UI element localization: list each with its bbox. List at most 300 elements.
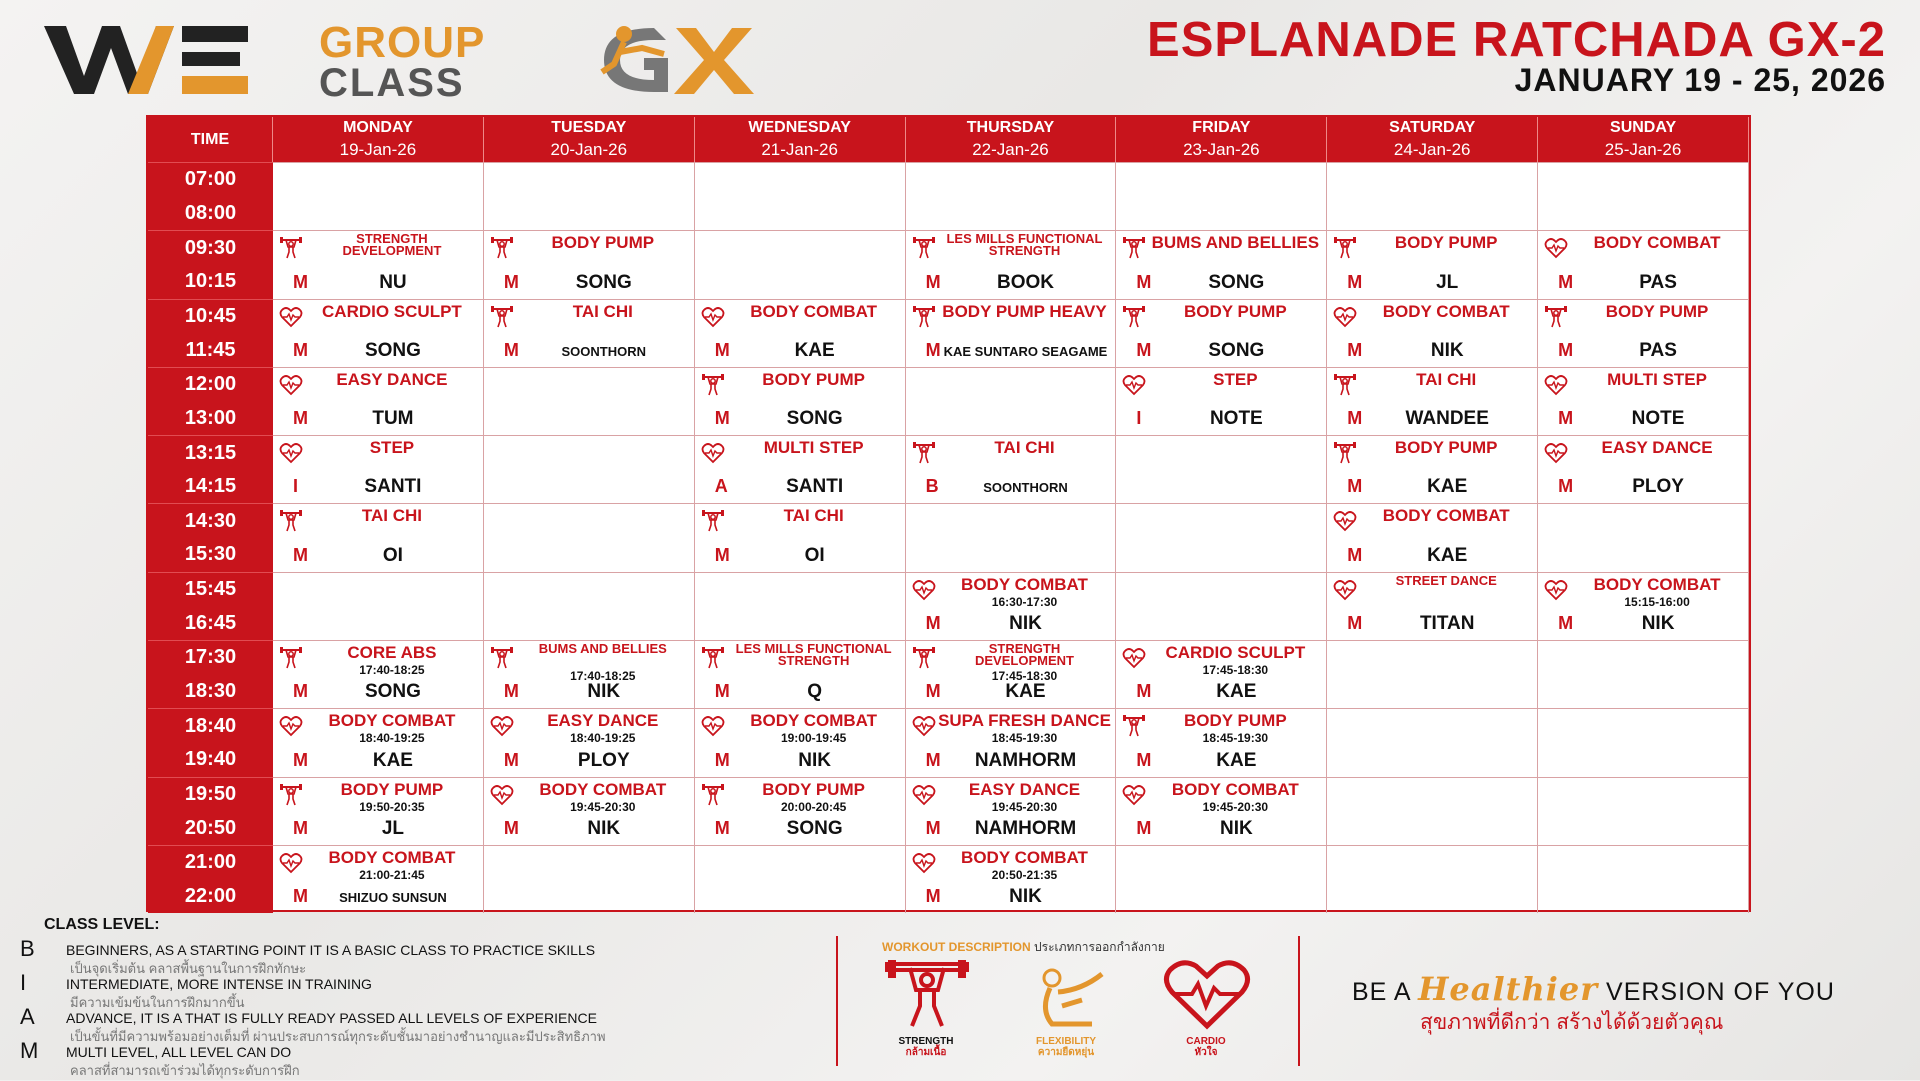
day-date: 24-Jan-26 xyxy=(1393,140,1471,159)
class-level: M xyxy=(1558,613,1574,634)
time-start: 10:45 xyxy=(184,304,237,327)
class-instructor: KAE xyxy=(1427,476,1468,498)
class-instructor: SONG xyxy=(786,408,843,430)
class-name: BODY PUMP xyxy=(1394,233,1498,253)
class-time: 18:40-19:25 xyxy=(570,731,636,746)
schedule-cell xyxy=(1327,230,1538,298)
cardio-icon xyxy=(701,306,725,328)
class-name: BUMS AND BELLIES xyxy=(1151,233,1320,253)
class-name: LES MILLS FUNCTIONAL STRENGTH xyxy=(735,641,892,669)
class-name: STRENGTH DEVELOPMENT xyxy=(975,641,1074,669)
strength-label xyxy=(866,1036,986,1058)
class-level: M xyxy=(925,613,941,634)
class-level: M xyxy=(503,681,519,702)
time-start: 14:30 xyxy=(184,509,237,532)
time-cell xyxy=(148,708,273,776)
class-entry[interactable] xyxy=(1538,368,1748,435)
class-entry[interactable] xyxy=(906,846,1116,913)
workout-description xyxy=(836,936,1300,1066)
time-header: TIME xyxy=(148,117,273,162)
schedule-cell xyxy=(1116,503,1327,571)
cardio-icon xyxy=(279,715,303,737)
schedule-cell xyxy=(273,230,484,298)
class-entry[interactable] xyxy=(484,641,694,708)
strength-icon xyxy=(912,442,936,464)
class-time: 19:45-20:30 xyxy=(1202,799,1269,814)
schedule-cell xyxy=(695,230,906,298)
level-description-thai: มีความเข้มข้นในการฝึกมากขึ้น xyxy=(70,995,245,1010)
cardio-icon xyxy=(279,374,303,396)
time-cell xyxy=(148,230,273,298)
class-name: BODY COMBAT xyxy=(1382,301,1510,321)
schedule-cell xyxy=(906,230,1117,298)
time-start: 09:30 xyxy=(184,236,237,259)
schedule-cell xyxy=(1327,845,1538,913)
level-code: M xyxy=(20,1038,39,1063)
class-entry[interactable] xyxy=(906,778,1116,845)
class-level: M xyxy=(1558,476,1574,497)
class-level: M xyxy=(1558,339,1574,360)
day-header xyxy=(906,117,1117,162)
class-entry[interactable] xyxy=(484,300,694,367)
class-entry[interactable] xyxy=(695,300,905,367)
class-instructor: NIK xyxy=(1009,613,1042,635)
class-time: 18:45-19:30 xyxy=(1202,731,1269,746)
day-date: 19-Jan-26 xyxy=(339,140,417,159)
time-cell xyxy=(148,640,273,708)
class-entry[interactable] xyxy=(695,709,905,776)
schedule-cell xyxy=(1538,367,1749,435)
schedule-cell xyxy=(906,845,1117,913)
class-level: M xyxy=(293,749,308,770)
class-instructor: KAE xyxy=(1005,681,1046,703)
schedule-cell xyxy=(1327,299,1538,367)
schedule-cell xyxy=(906,777,1117,845)
cardio-icon xyxy=(1122,647,1146,669)
logo-group-text: GROUP xyxy=(319,18,486,67)
class-level: I xyxy=(293,476,299,497)
class-name: BODY PUMP xyxy=(1184,711,1287,731)
class-instructor: TITAN xyxy=(1419,613,1475,635)
time-start: 19:50 xyxy=(184,782,237,805)
class-entry[interactable] xyxy=(695,436,905,503)
class-entry[interactable] xyxy=(906,709,1116,776)
time-end: 13:00 xyxy=(184,406,237,429)
schedule-cell xyxy=(484,777,695,845)
day-name: MONDAY xyxy=(343,119,413,136)
class-entry[interactable] xyxy=(1327,573,1537,640)
time-cell xyxy=(148,845,273,913)
day-date: 20-Jan-26 xyxy=(550,140,628,159)
day-date: 23-Jan-26 xyxy=(1183,140,1260,159)
class-name: BODY PUMP xyxy=(340,779,444,799)
schedule-cell xyxy=(1116,162,1327,230)
class-level: M xyxy=(925,339,941,360)
day-header xyxy=(1538,117,1749,162)
class-instructor: NIK xyxy=(1430,339,1464,361)
cardio-icon xyxy=(912,784,936,806)
class-instructor: KAE xyxy=(1216,749,1257,771)
class-instructor: SONG xyxy=(786,817,843,839)
class-name: TAI CHI xyxy=(572,301,633,321)
strength-icon xyxy=(279,784,303,806)
tagline-thai: สุขภาพที่ดีกว่า สร้างได้ด้วยตัวคุณ xyxy=(1420,1011,1724,1034)
day-header xyxy=(273,117,484,162)
class-level: M xyxy=(714,339,730,360)
schedule-cell xyxy=(1116,845,1327,913)
class-entry[interactable] xyxy=(273,436,483,503)
time-start: 21:00 xyxy=(184,851,237,874)
page-title: ESPLANADE RATCHADA GX-2 xyxy=(1147,13,1886,67)
class-entry[interactable] xyxy=(273,846,483,913)
class-entry[interactable] xyxy=(273,504,483,571)
cardio-icon xyxy=(1333,579,1357,601)
class-entry[interactable] xyxy=(1327,231,1537,298)
schedule-cell xyxy=(1327,435,1538,503)
schedule-cell xyxy=(1116,572,1327,640)
class-entry[interactable] xyxy=(273,778,483,845)
schedule-cell xyxy=(695,777,906,845)
class-level: M xyxy=(925,886,941,907)
class-name: BODY PUMP xyxy=(1184,301,1287,321)
class-instructor: SONG xyxy=(364,339,421,361)
strength-icon xyxy=(1122,715,1146,737)
class-entry[interactable] xyxy=(1538,436,1748,503)
class-entry[interactable] xyxy=(484,709,694,776)
time-end: 10:15 xyxy=(184,270,237,293)
class-entry[interactable] xyxy=(695,504,905,571)
schedule-grid xyxy=(148,117,1749,910)
class-entry[interactable] xyxy=(906,231,1116,298)
time-end: 16:45 xyxy=(184,611,237,634)
class-name: TAI CHI xyxy=(783,506,844,526)
class-name: EASY DANCE xyxy=(1601,438,1713,458)
class-name: BODY COMBAT xyxy=(1171,779,1299,799)
class-name: LES MILLS FUNCTIONAL STRENGTH xyxy=(946,231,1103,259)
class-name: BODY COMBAT xyxy=(961,847,1088,867)
class-name: BODY COMBAT xyxy=(328,711,456,731)
class-instructor: PAS xyxy=(1639,339,1677,361)
time-cell xyxy=(148,299,273,367)
class-level: M xyxy=(503,749,519,770)
schedule-cell xyxy=(273,572,484,640)
strength-icon xyxy=(882,960,972,1030)
schedule-cell xyxy=(1538,299,1749,367)
class-instructor: SONG xyxy=(1208,339,1265,361)
day-name: THURSDAY xyxy=(966,119,1055,136)
cardio-icon xyxy=(1333,306,1357,328)
flexibility-label xyxy=(1006,1036,1126,1058)
class-instructor: KAE xyxy=(1427,544,1468,566)
day-header xyxy=(1327,117,1538,162)
schedule-table xyxy=(146,115,1751,912)
class-instructor: BOOK xyxy=(996,271,1054,293)
schedule-cell xyxy=(906,640,1117,708)
level-code: I xyxy=(20,970,27,995)
class-time: 19:50-20:35 xyxy=(359,799,425,814)
level-code: B xyxy=(20,936,35,961)
schedule-cell xyxy=(1538,230,1749,298)
day-header xyxy=(484,117,695,162)
cardio-icon xyxy=(701,442,725,464)
class-entry[interactable] xyxy=(273,368,483,435)
time-start: 13:15 xyxy=(184,441,237,464)
cardio-icon xyxy=(1122,374,1146,396)
class-name: BODY PUMP xyxy=(1605,301,1709,321)
class-level: M xyxy=(293,339,308,360)
class-name: CORE ABS xyxy=(347,643,437,663)
class-level: M xyxy=(293,886,308,907)
strength-icon xyxy=(1333,374,1357,396)
class-entry[interactable] xyxy=(1116,641,1326,708)
class-entry[interactable] xyxy=(695,778,905,845)
schedule-cell xyxy=(484,435,695,503)
level-description-thai: เป็นจุดเริ่มต้น คลาสพื้นฐานในการฝึกทักษะ xyxy=(70,961,307,976)
strength-icon xyxy=(279,647,303,669)
time-end: 18:30 xyxy=(184,680,237,703)
schedule-cell xyxy=(695,845,906,913)
schedule-cell xyxy=(273,299,484,367)
class-instructor: NIK xyxy=(1009,886,1042,908)
class-level: I xyxy=(1136,408,1142,429)
class-name: BODY PUMP xyxy=(1394,438,1498,458)
time-start: 17:30 xyxy=(184,646,237,669)
schedule-cell xyxy=(1327,367,1538,435)
schedule-cell xyxy=(484,367,695,435)
schedule-cell xyxy=(1538,435,1749,503)
time-cell xyxy=(148,367,273,435)
class-entry[interactable] xyxy=(1538,231,1748,298)
class-name: BODY COMBAT xyxy=(1593,233,1721,253)
strength-icon xyxy=(279,510,303,532)
schedule-cell xyxy=(906,162,1117,230)
time-cell xyxy=(148,162,273,230)
schedule-cell xyxy=(1538,503,1749,571)
schedule-cell xyxy=(484,845,695,913)
cardio-label-th: หัวใจ xyxy=(1194,1047,1218,1058)
cardio-icon xyxy=(279,442,303,464)
class-level: M xyxy=(293,817,308,838)
schedule-cell xyxy=(273,845,484,913)
class-level: M xyxy=(1136,749,1152,770)
class-level: M xyxy=(1347,613,1363,634)
schedule-cell xyxy=(1538,708,1749,776)
schedule-cell xyxy=(1538,572,1749,640)
class-level: M xyxy=(293,271,308,292)
class-instructor: OI xyxy=(382,544,403,566)
day-name: TUESDAY xyxy=(551,119,627,136)
class-level: M xyxy=(1347,408,1363,429)
class-entry[interactable] xyxy=(906,641,1116,708)
schedule-cell xyxy=(906,572,1117,640)
class-level: M xyxy=(293,544,308,565)
class-name: BODY PUMP xyxy=(551,233,655,253)
day-date: 22-Jan-26 xyxy=(972,140,1049,159)
schedule-cell xyxy=(484,640,695,708)
class-instructor: SONG xyxy=(1208,271,1265,293)
schedule-cell xyxy=(1116,230,1327,298)
cardio-icon xyxy=(1162,960,1252,1030)
class-level: M xyxy=(1347,271,1363,292)
class-name: TAI CHI xyxy=(1416,369,1477,389)
class-entry[interactable] xyxy=(1327,436,1537,503)
class-entry[interactable] xyxy=(1116,300,1326,367)
cardio-icon xyxy=(1544,237,1568,259)
level-description: ADVANCE, IT IS A THAT IS FULLY READY PASSED ALL LEVELS OF EXPERIENCE xyxy=(66,1010,597,1026)
time-end: 15:30 xyxy=(184,543,237,566)
schedule-cell xyxy=(906,708,1117,776)
class-name: TAI CHI xyxy=(361,506,422,526)
time-cell xyxy=(148,572,273,640)
class-name: BODY PUMP HEAVY xyxy=(942,301,1107,321)
time-cell xyxy=(148,503,273,571)
class-instructor: KAE xyxy=(1216,681,1257,703)
class-entry[interactable] xyxy=(695,368,905,435)
schedule-cell xyxy=(906,299,1117,367)
cardio-icon xyxy=(912,715,936,737)
level-description: MULTI LEVEL, ALL LEVEL CAN DO xyxy=(66,1044,292,1060)
class-entry[interactable] xyxy=(484,778,694,845)
tagline-suffix: VERSION OF YOU xyxy=(1598,978,1835,1006)
class-entry[interactable] xyxy=(1116,778,1326,845)
class-entry[interactable] xyxy=(1116,709,1326,776)
schedule-cell xyxy=(484,162,695,230)
schedule-cell xyxy=(695,162,906,230)
class-instructor: SONG xyxy=(364,681,421,703)
schedule-cell xyxy=(695,503,906,571)
cardio-icon xyxy=(279,852,303,874)
schedule-cell xyxy=(906,367,1117,435)
class-entry[interactable] xyxy=(695,641,905,708)
schedule-cell xyxy=(273,162,484,230)
strength-icon xyxy=(490,647,514,669)
day-date: 21-Jan-26 xyxy=(761,140,838,159)
time-end: 11:45 xyxy=(185,338,236,361)
class-instructor: SANTI xyxy=(786,476,844,498)
class-name: EASY DANCE xyxy=(968,779,1081,799)
schedule-cell xyxy=(484,230,695,298)
class-entry[interactable] xyxy=(906,300,1116,367)
strength-icon xyxy=(490,237,514,259)
strength-icon xyxy=(701,374,725,396)
cardio-label xyxy=(1146,1036,1266,1058)
class-time: 16:30-17:30 xyxy=(991,594,1058,609)
class-time: 17:45-18:30 xyxy=(1202,663,1269,678)
class-instructor: NU xyxy=(379,271,407,293)
class-entry[interactable] xyxy=(484,231,694,298)
class-level: M xyxy=(714,681,730,702)
schedule-cell xyxy=(695,435,906,503)
time-end: 19:40 xyxy=(184,748,237,771)
class-time: 19:45-20:30 xyxy=(570,799,636,814)
class-entry[interactable] xyxy=(273,709,483,776)
strength-icon xyxy=(912,237,936,259)
class-entry[interactable] xyxy=(273,641,483,708)
schedule-cell xyxy=(1538,640,1749,708)
class-time: 17:40-18:25 xyxy=(359,663,425,678)
schedule-cell xyxy=(1116,367,1327,435)
class-time: 17:40-18:25 xyxy=(570,669,636,684)
cardio-icon xyxy=(912,852,936,874)
class-level: M xyxy=(1136,817,1152,838)
strength-label-th: กล้ามเนื้อ xyxy=(905,1047,947,1058)
class-level: M xyxy=(1347,544,1363,565)
workout-title-en: WORKOUT DESCRIPTION xyxy=(882,940,1031,954)
class-entry[interactable] xyxy=(1538,573,1748,640)
class-time: 18:45-19:30 xyxy=(991,731,1058,746)
strength-icon xyxy=(1122,237,1146,259)
class-level: M xyxy=(714,544,730,565)
class-entry[interactable] xyxy=(1538,300,1748,367)
flexibility-icon xyxy=(1022,960,1112,1030)
schedule-cell xyxy=(273,367,484,435)
class-name: STEP xyxy=(369,438,415,458)
class-instructor: NAMHORM xyxy=(974,817,1077,839)
class-level-title: CLASS LEVEL: xyxy=(44,916,160,933)
class-instructor: PLOY xyxy=(1632,476,1684,498)
class-name: BODY PUMP xyxy=(762,369,865,389)
class-instructor: NIK xyxy=(1219,817,1253,839)
schedule-cell xyxy=(1116,435,1327,503)
class-name: BODY COMBAT xyxy=(961,574,1088,594)
level-code: A xyxy=(20,1004,35,1029)
time-end: 20:50 xyxy=(184,816,237,839)
class-name: STRENGTH DEVELOPMENT xyxy=(342,231,442,259)
class-instructor: WANDEE xyxy=(1405,408,1489,430)
class-entry[interactable] xyxy=(906,573,1116,640)
schedule-cell xyxy=(1116,299,1327,367)
day-name: SUNDAY xyxy=(1610,119,1677,136)
class-name: BODY COMBAT xyxy=(750,711,878,731)
cardio-icon xyxy=(1544,374,1568,396)
class-entry[interactable] xyxy=(1327,504,1537,571)
level-description: BEGINNERS, AS A STARTING POINT IT IS A BASIC CLASS TO PRACTICE SKILLS xyxy=(66,942,596,958)
class-level: M xyxy=(1136,339,1152,360)
schedule-cell xyxy=(1116,777,1327,845)
class-instructor: KAE SUNTARO SEAGAME xyxy=(943,343,1108,359)
class-level: M xyxy=(1136,681,1152,702)
brand-logo xyxy=(44,18,744,105)
gx-logo-icon xyxy=(584,18,774,98)
class-entry[interactable] xyxy=(273,300,483,367)
class-level: M xyxy=(714,817,730,838)
class-name: BODY COMBAT xyxy=(539,779,667,799)
class-instructor: JL xyxy=(1436,271,1459,293)
class-entry[interactable] xyxy=(1327,368,1537,435)
class-entry[interactable] xyxy=(1327,300,1537,367)
time-start: 15:45 xyxy=(184,578,237,601)
day-header xyxy=(1116,117,1327,162)
class-instructor: Q xyxy=(807,681,823,703)
level-description: INTERMEDIATE, MORE INTENSE IN TRAINING xyxy=(66,976,372,992)
class-level: M xyxy=(503,339,519,360)
class-name: BODY COMBAT xyxy=(750,301,878,321)
class-entry[interactable] xyxy=(1116,368,1326,435)
flexibility-label-th: ความยืดหยุ่น xyxy=(1037,1047,1095,1058)
class-level: M xyxy=(503,817,519,838)
class-entry[interactable] xyxy=(1116,231,1326,298)
we-logo-icon xyxy=(44,18,254,98)
class-entry[interactable] xyxy=(906,436,1116,503)
class-name: CARDIO SCULPT xyxy=(1165,643,1306,663)
schedule-cell xyxy=(695,572,906,640)
class-entry[interactable] xyxy=(273,231,483,298)
schedule-cell xyxy=(695,640,906,708)
class-level: M xyxy=(1347,476,1363,497)
time-start: 18:40 xyxy=(184,714,237,737)
class-time: 21:00-21:45 xyxy=(359,867,425,882)
class-instructor: NOTE xyxy=(1631,408,1685,430)
